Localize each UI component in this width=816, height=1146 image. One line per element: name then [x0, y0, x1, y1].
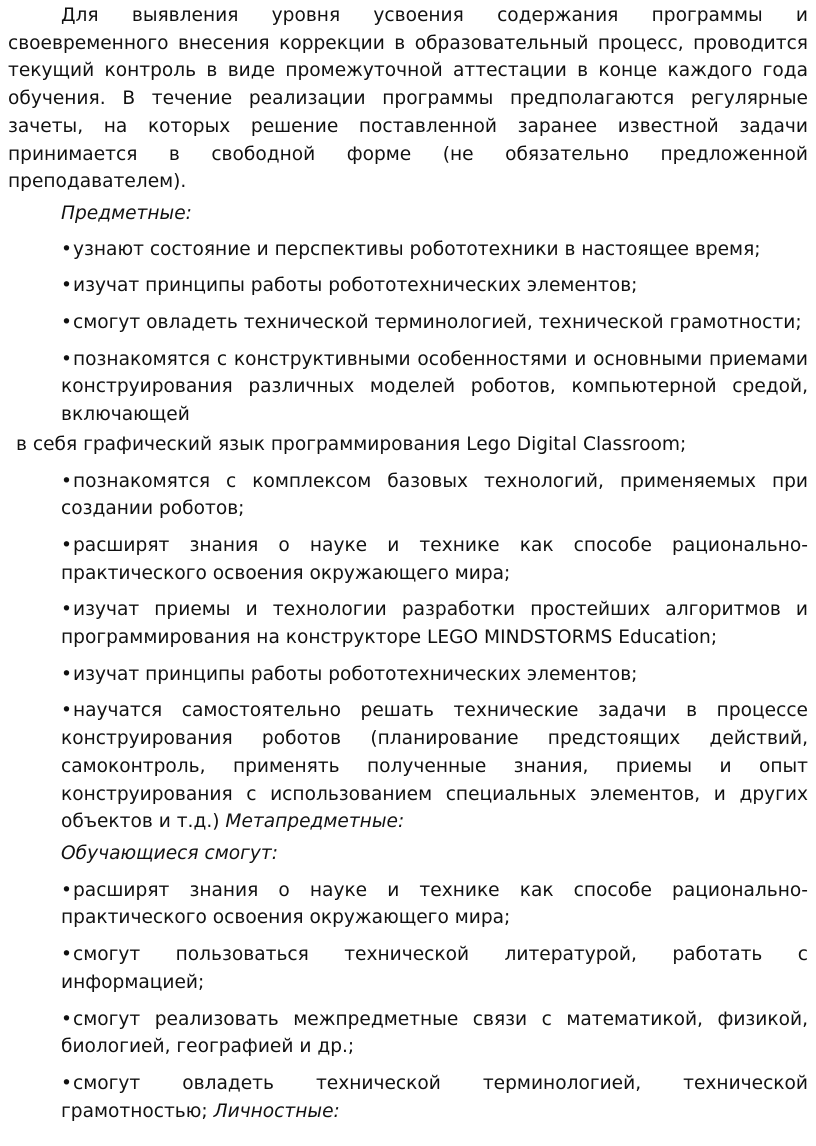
- list-item: •расширят знания о науке и технике как способе рационально-практического освоения окружающего мира;: [8, 532, 808, 587]
- bullet-icon: •: [61, 1072, 72, 1094]
- list-item: •познакомятся с конструктивными особенностями и основными приемами конструирования различных моделей роботов, компьютерной средой, включающей: [8, 346, 808, 429]
- list-item: •смогут овладеть технической терминологией, технической грамотности;: [8, 309, 808, 337]
- heading-meta: Метапредметные:: [225, 811, 405, 833]
- bullet-icon: •: [61, 700, 72, 722]
- heading-learners: Обучающиеся смогут:: [61, 842, 278, 864]
- intro-paragraph: Для выявления уровня усвоения содержания программы и своевременного внесения коррекции в образовательный процесс, проводится текущий контроль в виде промежуточной аттестации в конце каждого года обучения. В течение реализации программы предполагаются регулярные зачеты, на которых решение поставленной заранее известной задачи принимается в свободной форме (не обязательно предложенной преподавателем).: [8, 5, 808, 193]
- continuation-line: в себя графический язык программирования Lego Digital Classroom;: [16, 433, 687, 455]
- list-item: •изучат принципы работы робототехнических элементов;: [8, 661, 808, 689]
- bullet-icon: •: [61, 944, 72, 966]
- bullet-icon: •: [61, 879, 72, 901]
- bullet-icon: •: [61, 470, 72, 492]
- heading-subject: Предметные:: [61, 202, 192, 224]
- bullet-icon: •: [61, 599, 72, 621]
- list-item: •изучат приемы и технологии разработки простейших алгоритмов и программирования на конструкторе LEGO MINDSTORMS Education;: [8, 596, 808, 651]
- heading-personal: Личностные:: [213, 1100, 340, 1122]
- bullet-icon: •: [61, 312, 72, 334]
- bullet-icon: •: [61, 663, 72, 685]
- list-item: •изучат принципы работы робототехнических элементов;: [8, 272, 808, 300]
- list-item: •расширят знания о науке и технике как способе рационально-практического освоения окружающего мира;: [8, 877, 808, 932]
- list-item: •познакомятся с комплексом базовых технологий, применяемых при создании роботов;: [8, 468, 808, 523]
- list-item: •узнают состояние и перспективы робототехники в настоящее время;: [8, 236, 808, 264]
- list-item: •смогут реализовать межпредметные связи с математикой, физикой, биологией, географией и др.;: [8, 1006, 808, 1061]
- bullet-icon: •: [61, 534, 72, 556]
- list-item: •смогут пользоваться технической литературой, работать с информацией;: [8, 941, 808, 996]
- bullet-icon: •: [61, 1008, 72, 1030]
- list-item: •научатся самостоятельно решать технические задачи в процессе конструирования роботов (планирование предстоящих действий, самоконтроль, применять полученные знания, приемы и опыт конструирования с использованием специальных элементов, и других объектов и т.д.) Метапредметные:: [8, 697, 808, 836]
- bullet-icon: •: [61, 238, 72, 260]
- bullet-icon: •: [61, 348, 72, 370]
- bullet-icon: •: [61, 275, 72, 297]
- list-item: •смогут овладеть технической терминологией, технической грамотностью; Личностные:: [8, 1070, 808, 1125]
